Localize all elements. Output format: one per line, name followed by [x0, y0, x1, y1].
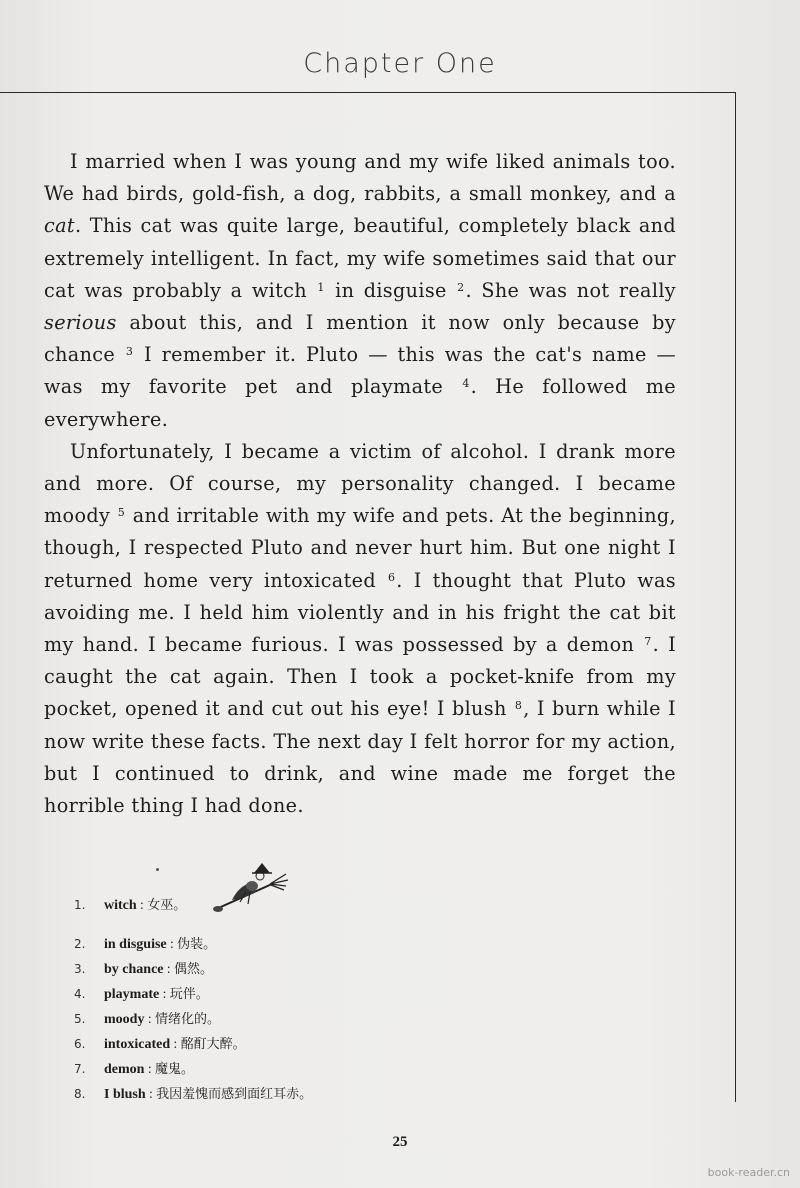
footnote-gloss: 女巫。: [147, 898, 187, 913]
footnote-item: [74, 1008, 220, 1030]
footnote-ref: 3: [125, 345, 134, 359]
footnote-term: playmate: [104, 987, 160, 1002]
footnote-ref: 2: [457, 280, 465, 294]
footnote-gloss: 魔鬼。: [154, 1062, 194, 1077]
footnote-number: 2.: [74, 937, 86, 951]
footnote-separator: :: [159, 986, 170, 1001]
footnote-number: 7.: [74, 1062, 86, 1076]
paragraph-2: [44, 436, 676, 822]
text-run: . He followed me everywhere.: [44, 375, 676, 431]
text-run: I married when I was young and my wife liked animals too. We had birds, gold-fish, a dog, rabbits, a small monkey, and a: [44, 150, 676, 206]
chapter-title: Chapter One: [303, 48, 497, 79]
text-run: and irritable with my wife and pets. At the beginning, though, I respected Pluto and never hurt him. But one night I returned home very intoxicated: [44, 504, 677, 592]
footnote-item: [74, 958, 213, 980]
footnote-number: 5.: [74, 1012, 86, 1026]
text-run: , I burn while I now write these facts. The next day I felt horror for my action, but I continued to drink, and wine made me forget the horrible thing I had done.: [44, 697, 676, 818]
footnote-gloss: 伪装。: [177, 937, 217, 952]
footnote-number: 3.: [74, 962, 86, 976]
footnote-gloss: 情绪化的。: [154, 1012, 220, 1027]
body-text: [44, 146, 676, 822]
page-number: 25: [392, 1134, 408, 1150]
footnote-number: 6.: [74, 1037, 86, 1051]
text-run: I remember it. Pluto — this was the cat's name — was my favorite pet and playmate: [44, 343, 676, 399]
text-run: Unfortunately, I became a victim of alcohol. I drank more and more. Of course, my personality changed. I became moody: [44, 439, 676, 528]
footnote-separator: :: [144, 1011, 155, 1026]
italic-word: serious: [44, 311, 117, 335]
footnote-item: [74, 1058, 194, 1080]
footnote-item: [74, 933, 216, 955]
footnote-separator: :: [145, 1086, 157, 1101]
text-run: . She was not really: [465, 278, 677, 302]
margin-rule: [735, 92, 736, 1102]
text-run: . I thought that Pluto was avoiding me. I held him violently and in his fright the cat bit my hand. I became furious. I was possessed by a demon: [44, 568, 676, 657]
italic-word: cat: [44, 214, 75, 238]
footnote-term: intoxicated: [104, 1037, 171, 1052]
footnote-item: [74, 1083, 312, 1105]
header-rule: [0, 92, 736, 93]
footnote-ref: 4: [462, 377, 470, 391]
footnote-term: I blush: [104, 1087, 146, 1102]
footnote-term: witch: [104, 898, 137, 913]
footnote-number: 4.: [74, 987, 86, 1001]
text-run: in disguise: [325, 278, 457, 302]
footnote-term: in disguise: [104, 937, 167, 952]
footnote-gloss: 我因羞愧而感到面红耳赤。: [156, 1087, 313, 1102]
text-run: about this, and I mention it now only because by chance: [44, 311, 676, 367]
footnote-term: moody: [104, 1012, 145, 1027]
text-run: . I caught the cat again. Then I took a pocket-knife from my pocket, opened it and cut out his eye! I blush: [44, 633, 676, 721]
footnote-ref: 8: [514, 699, 523, 713]
footnote-term: by chance: [104, 962, 164, 977]
footnote-item: [74, 983, 209, 1005]
footnote-ref: 6: [387, 570, 396, 584]
footnote-separator: :: [163, 961, 175, 976]
watermark: book-reader.cn: [707, 1166, 790, 1179]
footnote-gloss: 偶然。: [174, 962, 214, 977]
text-run: . This cat was quite large, beautiful, completely black and extremely intelligent. In fact, my wife sometimes said that our cat was probably a witch: [44, 214, 676, 302]
footnote-term: demon: [104, 1062, 145, 1077]
footnote-number: 1.: [74, 898, 86, 912]
footnote-item: [74, 894, 186, 916]
footnote-separator: :: [144, 1061, 155, 1076]
footnote-item: [74, 1033, 246, 1055]
witch-on-broom-icon: [210, 862, 290, 917]
footnote-ref: 7: [644, 635, 652, 649]
footnote-number: 8.: [74, 1087, 86, 1101]
footnote-gloss: 玩伴。: [169, 987, 209, 1002]
chapter-header: [0, 44, 800, 94]
footnote-separator: :: [166, 936, 178, 951]
footnote-separator: :: [170, 1036, 181, 1051]
footnote-ref: 1: [317, 280, 325, 294]
footnote-separator: :: [136, 897, 148, 912]
footnote-gloss: 酩酊大醉。: [180, 1037, 246, 1052]
footnote-ref: 5: [117, 506, 126, 520]
ink-dot: [156, 868, 159, 871]
paragraph-1: [44, 146, 676, 436]
